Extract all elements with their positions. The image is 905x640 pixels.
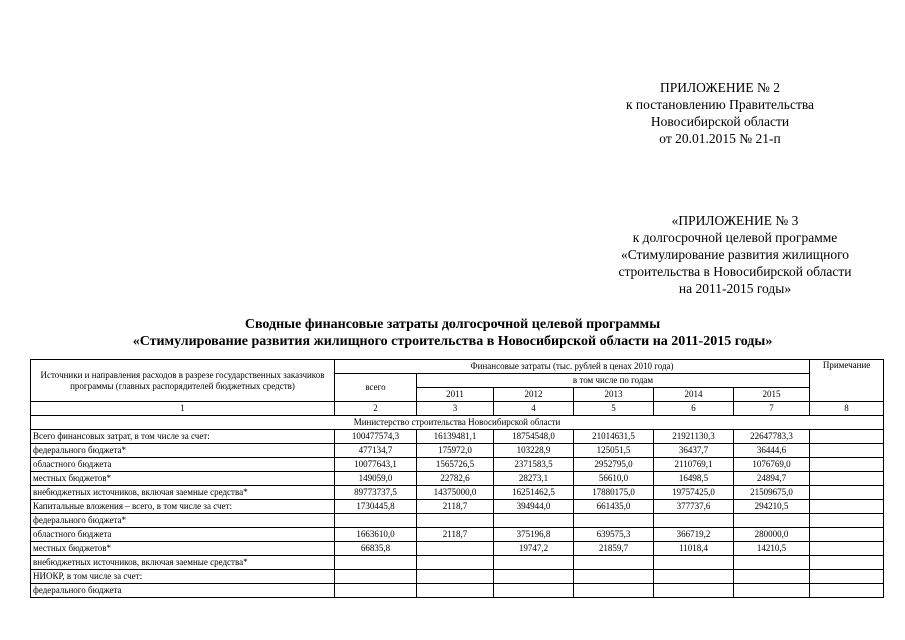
cell-year-value: 21509675,0 bbox=[734, 486, 810, 500]
header-year: 2015 bbox=[734, 388, 810, 402]
cell-note bbox=[810, 584, 884, 598]
cell-year-value: 175972,0 bbox=[417, 444, 494, 458]
cell-year-value: 24894,7 bbox=[734, 472, 810, 486]
cell-note bbox=[810, 458, 884, 472]
cell-year-value: 394944,0 bbox=[494, 500, 574, 514]
cell-year-value: 377737,6 bbox=[654, 500, 734, 514]
header-year: 2013 bbox=[574, 388, 654, 402]
cell-year-value bbox=[654, 584, 734, 598]
cell-year-value bbox=[574, 514, 654, 528]
column-number: 8 bbox=[810, 402, 884, 416]
cell-total: 10077643,1 bbox=[335, 458, 417, 472]
appendix-3-line: на 2011-2015 годы» bbox=[678, 281, 792, 296]
cell-note bbox=[810, 430, 884, 444]
cell-note bbox=[810, 514, 884, 528]
row-label: местных бюджетов* bbox=[31, 542, 335, 556]
row-label: внебюджетных источников, включая заемные средства* bbox=[31, 556, 335, 570]
cell-year-value: 21014631,5 bbox=[574, 430, 654, 444]
cell-year-value: 280000,0 bbox=[734, 528, 810, 542]
table-row bbox=[31, 500, 884, 514]
title-line: «Стимулирование развития жилищного строительства в Новосибирской области на 2011-2015 годы» bbox=[132, 334, 773, 349]
table-row bbox=[31, 430, 884, 444]
table-row bbox=[31, 584, 884, 598]
cell-total bbox=[335, 556, 417, 570]
header-costs: Финансовые затраты (тыс. рублей в ценах 2010 года) bbox=[335, 360, 810, 374]
appendix-2-block bbox=[600, 79, 840, 147]
cell-year-value: 1565726,5 bbox=[417, 458, 494, 472]
appendix-2-line: Новосибирской области bbox=[650, 114, 790, 129]
column-number-row bbox=[31, 402, 884, 416]
row-label: внебюджетных источников, включая заемные средства* bbox=[31, 486, 335, 500]
cell-year-value bbox=[494, 514, 574, 528]
table-row bbox=[31, 486, 884, 500]
row-label: местных бюджетов* bbox=[31, 472, 335, 486]
row-label: федерального бюджета bbox=[31, 584, 335, 598]
table-row bbox=[31, 556, 884, 570]
cell-note bbox=[810, 556, 884, 570]
cell-total: 149059,0 bbox=[335, 472, 417, 486]
cell-year-value: 103228,9 bbox=[494, 444, 574, 458]
appendix-3-line: «Стимулирование развития жилищного bbox=[620, 247, 850, 262]
column-number: 2 bbox=[335, 402, 417, 416]
cell-year-value: 2952795,0 bbox=[574, 458, 654, 472]
cell-year-value: 21859,7 bbox=[574, 542, 654, 556]
cell-note bbox=[810, 542, 884, 556]
section-row bbox=[31, 416, 884, 430]
appendix-2-line: к постановлению Правительства bbox=[625, 97, 815, 112]
cell-year-value bbox=[417, 570, 494, 584]
row-label: федерального бюджета* bbox=[31, 444, 335, 458]
table-row bbox=[31, 472, 884, 486]
cell-year-value: 2110769,1 bbox=[654, 458, 734, 472]
cell-year-value: 14375000,0 bbox=[417, 486, 494, 500]
table-row bbox=[31, 570, 884, 584]
cell-year-value: 18754548,0 bbox=[494, 430, 574, 444]
cell-year-value bbox=[417, 542, 494, 556]
cell-year-value: 19757425,0 bbox=[654, 486, 734, 500]
cell-total bbox=[335, 514, 417, 528]
column-number: 4 bbox=[494, 402, 574, 416]
row-label: федерального бюджета* bbox=[31, 514, 335, 528]
cell-year-value bbox=[494, 570, 574, 584]
cell-year-value: 2371583,5 bbox=[494, 458, 574, 472]
cell-total: 1730445,8 bbox=[335, 500, 417, 514]
cell-year-value: 661435,0 bbox=[574, 500, 654, 514]
cell-year-value bbox=[417, 584, 494, 598]
appendix-2-title: ПРИЛОЖЕНИЕ № 2 bbox=[659, 80, 781, 95]
cell-year-value: 366719,2 bbox=[654, 528, 734, 542]
appendix-3-title: «ПРИЛОЖЕНИЕ № 3 bbox=[671, 213, 799, 228]
appendix-3-line: строительства в Новосибирской области bbox=[618, 264, 852, 279]
cell-total: 66835,8 bbox=[335, 542, 417, 556]
cell-year-value bbox=[654, 514, 734, 528]
cell-year-value: 11018,4 bbox=[654, 542, 734, 556]
cell-year-value bbox=[734, 584, 810, 598]
cell-note bbox=[810, 444, 884, 458]
cell-year-value bbox=[654, 570, 734, 584]
table-row bbox=[31, 444, 884, 458]
cell-year-value bbox=[574, 584, 654, 598]
cell-total: 100477574,3 bbox=[335, 430, 417, 444]
cell-year-value: 56610,0 bbox=[574, 472, 654, 486]
cell-year-value bbox=[734, 514, 810, 528]
title-line: Сводные финансовые затраты долгосрочной целевой программы bbox=[244, 317, 661, 332]
header-by-years: в том числе по годам bbox=[417, 374, 810, 388]
document-title bbox=[0, 316, 905, 350]
column-number: 3 bbox=[417, 402, 494, 416]
cell-year-value bbox=[494, 556, 574, 570]
appendix-3-line: к долгосрочной целевой программе bbox=[632, 230, 838, 245]
header-sources: Источники и направления расходов в разрезе государственных заказчиков программы (главных распорядителей бюджетных средств) bbox=[31, 360, 335, 402]
section-title: Министерство строительства Новосибирской области bbox=[31, 416, 884, 430]
row-label: областного бюджета bbox=[31, 528, 335, 542]
table-row bbox=[31, 514, 884, 528]
cell-year-value: 16139481,1 bbox=[417, 430, 494, 444]
row-label: Капитальные вложения – всего, в том числе за счет: bbox=[31, 500, 335, 514]
row-label: Всего финансовых затрат, в том числе за счет: bbox=[31, 430, 335, 444]
cell-year-value: 22647783,3 bbox=[734, 430, 810, 444]
cell-year-value bbox=[417, 556, 494, 570]
cell-note bbox=[810, 486, 884, 500]
cell-note bbox=[810, 472, 884, 486]
cell-year-value: 639575,3 bbox=[574, 528, 654, 542]
cell-year-value bbox=[494, 584, 574, 598]
cell-year-value: 2118,7 bbox=[417, 528, 494, 542]
cell-year-value: 294210,5 bbox=[734, 500, 810, 514]
column-number: 7 bbox=[734, 402, 810, 416]
cell-note bbox=[810, 570, 884, 584]
cell-total: 89773737,5 bbox=[335, 486, 417, 500]
cell-year-value: 1076769,0 bbox=[734, 458, 810, 472]
cell-note bbox=[810, 528, 884, 542]
header-year: 2011 bbox=[417, 388, 494, 402]
appendix-2-date: от 20.01.2015 № 21-п bbox=[659, 131, 781, 146]
header-note: Примечание bbox=[810, 360, 884, 402]
cell-total: 1663610,0 bbox=[335, 528, 417, 542]
column-number: 6 bbox=[654, 402, 734, 416]
table-row bbox=[31, 528, 884, 542]
cell-year-value bbox=[734, 570, 810, 584]
row-label: областного бюджета bbox=[31, 458, 335, 472]
cell-year-value: 28273,1 bbox=[494, 472, 574, 486]
cell-year-value: 19747,2 bbox=[494, 542, 574, 556]
cell-year-value bbox=[574, 556, 654, 570]
cell-year-value: 2118,7 bbox=[417, 500, 494, 514]
row-label: НИОКР, в том числе за счет: bbox=[31, 570, 335, 584]
cell-total: 477134,7 bbox=[335, 444, 417, 458]
table-row bbox=[31, 542, 884, 556]
table-row bbox=[31, 458, 884, 472]
cell-year-value: 36437,7 bbox=[654, 444, 734, 458]
header-total: всего bbox=[335, 374, 417, 402]
cell-year-value: 16498,5 bbox=[654, 472, 734, 486]
cell-total bbox=[335, 584, 417, 598]
cell-year-value bbox=[417, 514, 494, 528]
header-year: 2012 bbox=[494, 388, 574, 402]
cell-year-value: 375196,8 bbox=[494, 528, 574, 542]
cell-year-value: 21921130,3 bbox=[654, 430, 734, 444]
cell-total bbox=[335, 570, 417, 584]
cell-year-value: 125051,5 bbox=[574, 444, 654, 458]
cell-year-value: 22782,6 bbox=[417, 472, 494, 486]
cell-year-value: 14210,5 bbox=[734, 542, 810, 556]
cell-year-value: 16251462,5 bbox=[494, 486, 574, 500]
column-number: 5 bbox=[574, 402, 654, 416]
cell-year-value: 36444,6 bbox=[734, 444, 810, 458]
column-number: 1 bbox=[31, 402, 335, 416]
cell-year-value: 17880175,0 bbox=[574, 486, 654, 500]
financial-costs-table bbox=[30, 359, 884, 598]
cell-year-value bbox=[654, 556, 734, 570]
appendix-3-block bbox=[595, 212, 875, 297]
cell-note bbox=[810, 500, 884, 514]
cell-year-value bbox=[734, 556, 810, 570]
cell-year-value bbox=[574, 570, 654, 584]
header-year: 2014 bbox=[654, 388, 734, 402]
